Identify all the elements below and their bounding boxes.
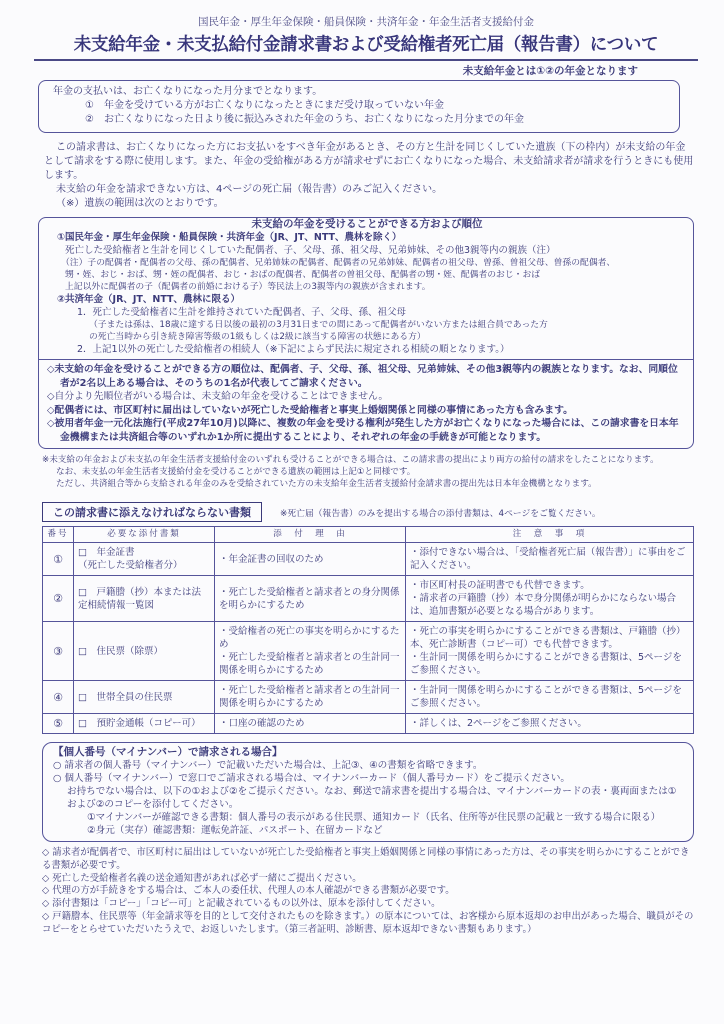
table-row — [43, 576, 694, 622]
row-note: ・市区町村長の証明書でも代替できます。 ・請求者の戸籍謄（抄）本で身分関係が明らかにならない場合は、追加書類が必要となる場合があります。 — [406, 576, 694, 622]
mynumber-line: お持ちでない場合は、以下の①および②をご提示ください。なお、郵送で請求書を提出する場合は、マイナンバーカードの表・裏両面または①および②のコピーを添付してください。 — [67, 786, 677, 810]
eligibility-heading: 未支給の年金を受けることができる方および順位 — [246, 218, 489, 231]
mynumber-box — [42, 742, 694, 842]
eligibility-section-2-item-2: 2．上記1以外の死亡した受給権者の相続人（※下記によらず民法に規定される相続の順となります。） — [77, 344, 510, 355]
intro-note-death-report: 未支給の年金を請求できない方は、4ページの死亡届（報告書）のみご記入ください。 — [56, 184, 443, 195]
eligibility-note-line: （注）子の配偶者・配偶者の父母、孫の配偶者、兄弟姉妹の配偶者、配偶者の兄弟姉妹、配偶者の祖父母、曽孫、曽祖父母、曽孫の配偶者、 — [61, 258, 616, 268]
table-row — [43, 681, 694, 714]
eligibility-rule-precedence: ◇自分より先順位者がいる場合は、未支給の年金を受けることはできません。 — [47, 391, 389, 402]
box1-lead: 年金の支払いは、お亡くなりになった月分までとなります。 — [53, 86, 323, 97]
table-row — [43, 714, 694, 734]
row-reason: ・口座の確認のため — [215, 714, 406, 734]
mynumber-line: ○ 個人番号（マイナンバー）で窓口でご請求される場合は、マイナンバーカード（個人番号カード）をご提示ください。 — [53, 773, 571, 784]
mynumber-line: ①マイナンバーが確認できる書類：個人番号の表示がある住民票、通知カード（氏名、住所等が住民票の記載と一致する場合に限る） — [87, 812, 661, 823]
mynumber-title: 【個人番号（マイナンバー）で請求される場合】 — [53, 746, 283, 758]
bottom-note: ◇ 代理の方が手続きをする場合は、ご本人の委任状、代理人の本人確認ができる書類が必要です。 — [42, 885, 455, 897]
eligibility-rule-order: ◇未支給の年金を受けることができる方の順位は、配偶者、子、父母、孫、祖父母、兄弟姉妹、その他3親等内の親族となります。なお、同順位者が2名以上ある場合は、そのうちの1名が代表してご請求ください。 — [47, 364, 678, 389]
eligibility-divider — [39, 359, 693, 360]
row-number: ② — [43, 576, 74, 622]
footnote-line: ※未支給の年金および未支払の年金生活者支援給付金のいずれも受けることができる場合は、この請求書の提出により両方の給付の請求をしたことになります。 — [42, 455, 659, 465]
row-document: □ 年金証書 （死亡した受給権者分） — [74, 543, 215, 576]
row-number: ④ — [43, 681, 74, 714]
footnote-block — [42, 454, 698, 490]
intro-paragraph: この請求書は、お亡くなりになった方にお支払いをすべき年金があるとき、その方と生計を同じくしていた遺族（下の枠内）が未支給の年金として請求をする際に使用します。また、年金の受給権がある方が請求せずにお亡くなりになった場合、未支給請求者が請求を行うときにも使用します。 — [44, 142, 694, 181]
row-reason: ・受給権者の死亡の事実を明らかにするため ・死亡した受給権者と請求者との生計同一関係を明らかにするため — [215, 622, 406, 681]
bottom-note: ◇ 死亡した受給権者名義の送金通知書があれば必ず一緒にご提出ください。 — [42, 872, 362, 884]
eligibility-rule-unification: ◇被用者年金一元化法施行(平成27年10月)以降に、複数の年金を受ける権利が発生した方がお亡くなりになった場合には、この請求書を日本年金機構または共済組合等のいずれか1か所に提出することにより、それぞれの年金の手続きが可能となります。 — [47, 418, 679, 443]
table-header-row — [43, 527, 694, 543]
attachments-table — [42, 526, 694, 734]
attachments-note: ※死亡届（報告書）のみを提出する場合の添付書類は、4ページをご覧ください。 — [280, 508, 601, 519]
column-header: 添 付 理 由 — [215, 527, 406, 543]
eligibility-section-2-note: （子または孫は、18歳に達する日以後の最初の3月31日までの間にあって配偶者がいない方または組合員であった方 — [89, 320, 548, 330]
top-note: 国民年金・厚生年金保険・船員保険・共済年金・年金生活者支援給付金 — [198, 16, 534, 28]
row-document: □ 世帯全員の住民票 — [74, 681, 215, 714]
eligibility-note-line: 甥・姪、おじ・おば、甥・姪の配偶者、おじ・おばの配偶者、配偶者の曽祖父母、配偶者の甥・姪、配偶者のおじ・おば — [65, 270, 541, 280]
eligibility-rule-spouse: ◇配偶者には、市区町村に届出はしていないが死亡した受給権者と事実上婚姻関係と同様の事情にあった方も含みます。 — [47, 404, 573, 416]
attachments-header — [42, 502, 698, 522]
unpaid-pension-definition-box — [38, 80, 680, 133]
row-number: ① — [43, 543, 74, 576]
column-header: 番号 — [43, 527, 74, 543]
row-reason: ・死亡した受給権者と請求者との身分関係を明らかにするため — [215, 576, 406, 622]
eligibility-section-2-note: の死亡当時から引き続き障害等級の1級もしくは2級に該当する障害の状態にある方） — [89, 332, 426, 342]
mynumber-line: ○ 請求者の個人番号（マイナンバー）で記載いただいた場合は、上記③、④の書類を省略できます。 — [53, 760, 483, 771]
page-title: 未支給年金・未支払給付金請求書および受給権者死亡届（報告書）について — [73, 35, 659, 55]
row-reason: ・年金証書の回収のため — [215, 543, 406, 576]
bottom-notes — [42, 847, 694, 937]
row-number: ⑤ — [43, 714, 74, 734]
box1-item-1: ① 年金を受けている方がお亡くなりになったときにまだ受け取っていない年金 — [85, 100, 444, 111]
box1-item-2: ② お亡くなりになった日より後に振込みされた年金のうち、お亡くなりになった月分までの年金 — [85, 114, 524, 125]
intro-note-scope: （※）遺族の範囲は次のとおりです。 — [56, 198, 224, 209]
eligibility-note-line: 上記以外に配偶者の子（配偶者の前婚における子）等民法上の3親等内の親族が含まれます。 — [65, 282, 431, 292]
eligibility-section-2-item-1: 1．死亡した受給権者に生計を維持されていた配偶者、子、父母、孫、祖父母 — [77, 307, 407, 318]
row-note: ・死亡の事実を明らかにすることができる書類は、戸籍謄（抄）本、死亡診断書（コピー可）でも代替できます。 ・生計同一関係を明らかにすることができる書類は、5ページをご参照ください。 — [406, 622, 694, 681]
table-row — [43, 622, 694, 681]
box1-heading: 未支給年金とは①②の年金となります — [462, 65, 638, 77]
eligibility-section-1-text: 死亡した受給権者と生計を同じくしていた配偶者、子、父母、孫、祖父母、兄弟姉妹、その他3親等内の親族（注） — [65, 245, 556, 256]
row-document: □ 戸籍謄（抄）本または法定相続情報一覧図 — [74, 576, 215, 622]
bottom-note: ◇ 請求者が配偶者で、市区町村に届出はしていないが死亡した受給権者と事実上婚姻関係と同様の事情にあった方は、その事実を明らかにすることができる書類が必要です。 — [42, 847, 690, 871]
bottom-note: ◇ 添付書類は「コピー」「コピー可」と記載されているもの以外は、原本を添付してください。 — [42, 898, 441, 910]
bottom-note: ◇ 戸籍謄本、住民票等（年金請求等を目的として交付されたものを除きます。）の原本については、お客様から原本返却のお申出があった場合、職員がそのコピーをとらせていただいたうえで、お返しいたします。（第三者証明、診断書、原本返却できない書類もあります。） — [42, 910, 694, 935]
row-note: ・添付できない場合は、「受給権者死亡届（報告書）」に事由をご記入ください。 — [406, 543, 694, 576]
mynumber-line: ②身元（実存）確認書類：運転免許証、パスポート、在留カードなど — [87, 825, 383, 836]
row-number: ③ — [43, 622, 74, 681]
row-document: □ 預貯金通帳（コピー可） — [74, 714, 215, 734]
row-document: □ 住民票（除票） — [74, 622, 215, 681]
footnote-line: なお、未支払の年金生活者支援給付金を受けることができる遺族の範囲は上記①と同様です。 — [56, 467, 416, 477]
row-note: ・生計同一関係を明らかにすることができる書類は、5ページをご参照ください。 — [406, 681, 694, 714]
eligibility-section-1-title: ①国民年金・厚生年金保険・船員保険・共済年金（JR、JT、NTT、農林を除く） — [57, 232, 402, 243]
eligibility-section-2-title: ②共済年金（JR、JT、NTT、農林に限る） — [57, 294, 241, 305]
column-header: 注 意 事 項 — [406, 527, 694, 543]
eligibility-box — [38, 217, 694, 449]
row-note: ・詳しくは、2ページをご参照ください。 — [406, 714, 694, 734]
column-header: 必要な添付書類 — [74, 527, 215, 543]
row-reason: ・死亡した受給権者と請求者との生計同一関係を明らかにするため — [215, 681, 406, 714]
table-row — [43, 543, 694, 576]
attachments-title: この請求書に添えなければならない書類 — [42, 502, 262, 522]
footnote-line: ただし、共済組合等から支給される年金のみを受給されていた方の未支給年金生活者支援給付金請求書の提出先は日本年金機構となります。 — [56, 479, 597, 489]
title-rule — [34, 59, 698, 61]
